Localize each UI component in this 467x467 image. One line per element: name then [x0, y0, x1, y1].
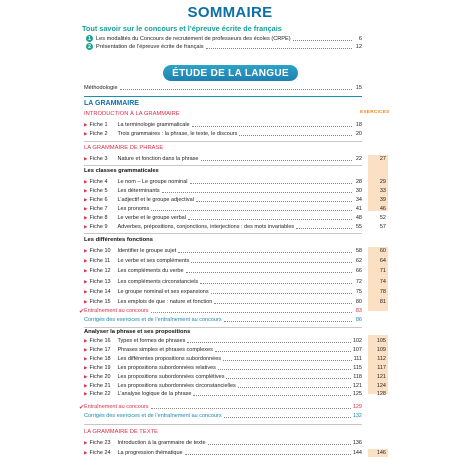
triangle-icon: ▶: [84, 364, 88, 370]
triangle-icon: ▶: [84, 205, 88, 211]
table-row: [84, 382, 362, 390]
table-of-contents: [79, 0, 390, 467]
dot-leader: [190, 180, 353, 184]
exercise-page: 60: [379, 248, 386, 254]
triangle-icon: ▶: [84, 196, 88, 202]
item-text: Le verbe et ses compléments: [117, 258, 190, 265]
page-number: 86: [355, 317, 362, 323]
fiche-number: Fiche 19: [89, 364, 111, 371]
triangle-icon: ▶: [84, 338, 88, 343]
dot-leader: [208, 441, 351, 445]
fiche-number: Fiche 21: [89, 382, 111, 389]
dot-leader: [224, 414, 351, 418]
page-number: 125: [352, 391, 362, 398]
triangle-icon: ▶: [84, 346, 88, 352]
tick-icon: ✔: [79, 404, 85, 411]
triangle-icon: ▶: [84, 268, 88, 274]
fiche-number: Fiche 10: [89, 248, 111, 254]
fiche-number: Fiche 22: [89, 391, 111, 398]
table-row: [84, 223, 362, 231]
item-text: Les propositions subordonnées complétives: [117, 373, 225, 380]
exercices-label: EXERCICES: [360, 110, 390, 115]
table-row: [84, 364, 362, 372]
dot-leader: [187, 339, 350, 343]
page-number: 55: [355, 223, 362, 230]
table-row: [84, 257, 362, 265]
exercise-page: 46: [379, 205, 386, 212]
section-heading: LA GRAMMAIRE: [84, 100, 139, 107]
section-label: LA GRAMMAIRE DE PHRASE: [84, 145, 164, 151]
dot-leader: [239, 132, 352, 136]
dot-leader: [238, 384, 351, 388]
item-text: Le nom – Le groupe nominal: [117, 179, 188, 185]
item-text: Identifier le groupe sujet: [117, 248, 177, 254]
number-badge: 2: [86, 43, 93, 50]
item-text: La terminologie grammaticale: [117, 122, 190, 128]
page-number: 121: [352, 382, 362, 389]
item-text: Les propositions subordonnées relatives: [117, 364, 216, 371]
entrainement-row: [79, 404, 362, 411]
table-row: [84, 355, 362, 363]
table-row: [84, 205, 362, 213]
page-number: 72: [355, 278, 362, 285]
item-text: Les emplois de que : nature et fonction: [117, 299, 213, 305]
section-banner: ÉTUDE DE LA LANGUE: [163, 65, 298, 81]
item-text: Les pronoms: [117, 205, 150, 212]
page-number: 41: [355, 205, 362, 212]
item-text: Présentation de l’épreuve écrite de français: [96, 43, 204, 50]
exercise-page: 52: [379, 214, 386, 221]
table-row: [84, 155, 362, 163]
triangle-icon: ▶: [84, 156, 88, 161]
exercise-page: 117: [377, 364, 386, 371]
triangle-icon: ▶: [84, 373, 88, 379]
table-row: [84, 439, 362, 447]
triangle-icon: ▶: [84, 248, 88, 253]
fiche-number: Fiche 24: [89, 450, 111, 456]
page-number: 34: [355, 196, 362, 203]
exercise-page: 121: [376, 373, 386, 380]
item-text: Adverbes, prépositions, conjonctions, interjections : des mots invariables: [117, 223, 295, 230]
dot-leader: [201, 157, 353, 161]
fiche-number: Fiche 8: [89, 214, 108, 221]
item-text: Les propositions subordonnées circonstancielles: [117, 382, 236, 389]
exercise-page: 109: [376, 346, 386, 353]
triangle-icon: ▶: [84, 450, 88, 455]
triangle-icon: ▶: [84, 214, 88, 220]
page-number: 6: [358, 35, 362, 42]
fiche-number: Fiche 20: [89, 373, 111, 380]
page-number: 136: [352, 440, 362, 446]
table-row: [84, 449, 362, 457]
fiche-number: Fiche 17: [89, 346, 111, 353]
table-row: [84, 267, 362, 275]
dot-leader: [211, 290, 352, 294]
table-row: [84, 278, 362, 286]
exercise-page: 27: [379, 156, 386, 162]
exercise-page: 105: [376, 338, 386, 344]
fiche-number: Fiche 6: [89, 196, 108, 203]
item-text: Entraînement au concours: [84, 308, 149, 314]
dot-leader: [218, 366, 351, 370]
table-row: [84, 121, 362, 129]
item-text: Corrigés des exercices et de l’entraînement au concours: [84, 317, 222, 323]
dot-leader: [188, 216, 352, 220]
dot-leader: [191, 259, 352, 263]
table-row: [84, 298, 362, 306]
triangle-icon: ▶: [84, 187, 88, 193]
exercise-page: 124: [376, 382, 386, 389]
dot-leader: [215, 348, 351, 352]
fiche-number: Fiche 9: [89, 223, 108, 230]
divider: [84, 233, 362, 234]
triangle-icon: ▶: [84, 258, 88, 264]
dot-leader: [120, 86, 352, 90]
subsection-label: Les classes grammaticales: [84, 168, 159, 174]
dot-leader: [214, 300, 352, 304]
page-number: 15: [355, 85, 362, 91]
section-label: INTRODUCTION À LA GRAMMAIRE: [84, 111, 180, 117]
exercise-page: 146: [376, 450, 386, 456]
divider: [84, 96, 362, 97]
page-number: 118: [353, 373, 362, 380]
dot-leader: [192, 123, 352, 127]
item-text: La progression thématique: [117, 450, 183, 456]
table-row: [84, 196, 362, 204]
item-text: Méthodologie: [84, 85, 118, 91]
page-number: 28: [355, 179, 362, 185]
page-number: 111: [353, 355, 362, 362]
page-number: 48: [355, 214, 362, 221]
fiche-number: Fiche 11: [89, 258, 111, 265]
triangle-icon: ▶: [84, 355, 88, 361]
fiche-number: Fiche 15: [89, 299, 111, 305]
item-text: Types et formes de phrases: [117, 338, 186, 344]
item-text: Les déterminants: [117, 187, 160, 194]
triangle-icon: ▶: [84, 440, 88, 445]
page-number: 83: [355, 308, 362, 314]
fiche-number: Fiche 5: [89, 187, 108, 194]
entrainement-row: [79, 308, 362, 315]
item-text: Entraînement au concours: [84, 404, 149, 410]
item-text: L’adjectif et le groupe adjectival: [117, 196, 194, 203]
page-number: 22: [355, 156, 362, 162]
dot-leader: [226, 375, 351, 379]
item-text: Phrases simples et phrases complexes: [117, 346, 213, 353]
fiche-number: Fiche 1: [89, 122, 108, 128]
item-text: Trois grammaires : la phrase, le texte, le discours: [117, 131, 238, 137]
fiche-number: Fiche 13: [89, 278, 111, 285]
exercise-page: 39: [379, 196, 386, 203]
page-number: 18: [355, 122, 362, 128]
exercise-page: 57: [379, 223, 386, 230]
fiche-number: Fiche 12: [89, 268, 111, 275]
item-text: Les compléments du verbe: [117, 268, 184, 275]
exercise-page: 112: [377, 355, 386, 362]
dot-leader: [151, 207, 352, 211]
item-text: Le groupe nominal et ses expansions: [117, 288, 209, 295]
divider: [84, 141, 362, 142]
dot-leader: [162, 189, 352, 193]
fiche-number: Fiche 4: [89, 179, 108, 185]
dot-leader: [296, 225, 352, 229]
page-number: 58: [355, 248, 362, 254]
table-row: [84, 187, 362, 195]
page-number: 30: [355, 187, 362, 194]
subsection-label: Les différentes fonctions: [84, 237, 153, 243]
page-number: 62: [355, 258, 362, 265]
item-text: Nature et fonction dans la phrase: [117, 156, 199, 162]
dot-leader: [223, 357, 352, 361]
dot-leader: [151, 405, 351, 409]
triangle-icon: ▶: [84, 391, 88, 397]
divider: [84, 165, 362, 166]
item-text: Les compléments circonstanciels: [117, 278, 199, 285]
triangle-icon: ▶: [84, 131, 88, 136]
page-number: 115: [353, 364, 362, 371]
fiche-number: Fiche 3: [89, 156, 108, 162]
exercise-page: 64: [379, 258, 386, 265]
page-number: 75: [355, 288, 362, 295]
corriges-row: [84, 413, 362, 419]
fiche-number: Fiche 16: [89, 338, 111, 344]
dot-leader: [206, 45, 352, 49]
exercise-page: 29: [379, 179, 386, 185]
dot-leader: [186, 269, 352, 273]
exercise-page: 33: [379, 187, 386, 194]
divider: [84, 327, 362, 328]
triangle-icon: ▶: [84, 288, 88, 294]
exercise-page: 78: [379, 288, 386, 295]
page-number: 20: [355, 131, 362, 137]
dot-leader: [185, 451, 351, 455]
table-row: [84, 178, 362, 186]
exercise-page: 81: [379, 299, 386, 305]
triangle-icon: ▶: [84, 179, 88, 184]
fiche-number: Fiche 18: [89, 355, 111, 362]
triangle-icon: ▶: [84, 122, 88, 127]
table-row: [84, 130, 362, 138]
table-row: [84, 214, 362, 222]
exercise-page: 71: [379, 268, 386, 275]
triangle-icon: ▶: [84, 299, 88, 304]
page-number: 144: [352, 450, 362, 456]
dot-leader: [178, 249, 352, 253]
dot-leader: [224, 318, 352, 322]
table-row: [84, 346, 362, 354]
table-row: [84, 373, 362, 381]
table-row: [84, 247, 362, 255]
dot-leader: [293, 37, 352, 41]
dot-leader: [200, 280, 352, 284]
section-label: LA GRAMMAIRE DE TEXTE: [84, 429, 158, 435]
page-number: 107: [352, 346, 362, 353]
triangle-icon: ▶: [84, 278, 88, 284]
dot-leader: [151, 309, 352, 313]
item-text: Introduction à la grammaire de texte: [117, 440, 206, 446]
fiche-number: Fiche 2: [89, 131, 108, 137]
subsection-label: Analyser la phrase et ses propositions: [84, 329, 191, 335]
number-badge: 1: [86, 35, 93, 42]
page-number: 129: [352, 404, 362, 410]
table-row: [84, 390, 362, 398]
item-text: Corrigés des exercices et de l’entraînement au concours: [84, 413, 222, 419]
list-item: [86, 43, 362, 50]
dot-leader: [196, 198, 352, 202]
tick-icon: ✔: [79, 308, 85, 315]
item-text: Les modalités du Concours de recrutement de professeurs des écoles (CRPE): [96, 35, 291, 42]
item-text: L’analyse logique de la phrase: [117, 391, 192, 398]
intro-heading: Tout savoir sur le concours et l’épreuve écrite de français: [82, 24, 282, 33]
page-number: 12: [355, 43, 362, 50]
item-text: Le verbe et le groupe verbal: [117, 214, 186, 221]
fiche-number: Fiche 7: [89, 205, 108, 212]
table-row: [84, 288, 362, 296]
fiche-number: Fiche 14: [89, 288, 111, 295]
page-number: 102: [352, 338, 362, 344]
corriges-row: [84, 317, 362, 323]
page-title: SOMMAIRE: [187, 4, 273, 21]
fiche-number: Fiche 23: [89, 440, 111, 446]
list-item: [84, 85, 362, 91]
triangle-icon: ▶: [84, 382, 88, 388]
exercise-page: 74: [379, 278, 386, 285]
exercise-page: 128: [376, 391, 386, 398]
page-number: 66: [355, 268, 362, 275]
item-text: Les différentes propositions subordonnées: [117, 355, 222, 362]
dot-leader: [193, 392, 350, 396]
table-row: [84, 337, 362, 345]
list-item: [86, 35, 362, 42]
divider: [84, 424, 362, 425]
triangle-icon: ▶: [84, 223, 88, 229]
page-number: 132: [352, 413, 362, 419]
page-number: 80: [355, 299, 362, 305]
